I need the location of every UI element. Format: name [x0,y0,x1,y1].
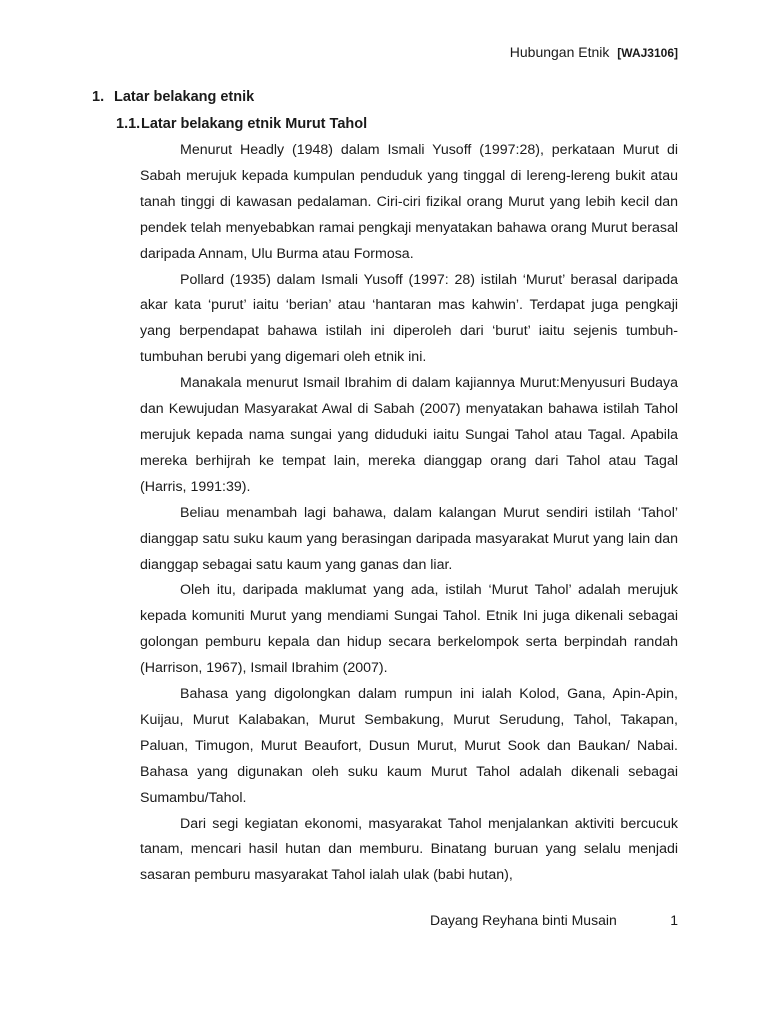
page-number: 1 [670,912,678,928]
body-text [140,138,678,889]
paragraph: Oleh itu, daripada maklumat yang ada, istilah ‘Murut Tahol’ adalah merujuk kepada komuniti Murut yang mendiami Sungai Tahol. Etnik Ini juga dikenali sebagai golongan pemburu kepala dan hidup secara berkelompok serta berpindah randah (Harrison, 1967), Ismail Ibrahim (2007). [140,582,678,677]
section-number: 1. [92,89,105,105]
paragraph: Menurut Headly (1948) dalam Ismali Yusoff (1997:28), perkataan Murut di Sabah merujuk kepada kumpulan penduduk yang tinggal di lereng-lereng bukit atau tanah tinggi di kawasan pedalaman. Ciri-ciri fizikal orang Murut yang lebih kecil dan pendek telah menyebabkan ramai pengkaji menyatakan bahawa orang Murut berasal daripada Annam, Ulu Burma atau Formosa. [140,142,678,262]
page-header [510,44,678,60]
section-title: Latar belakang etnik [114,89,255,105]
course-code: [WAJ3106] [617,46,678,60]
subsection-title: Latar belakang etnik Murut Tahol [141,116,368,132]
paragraph: Pollard (1935) dalam Ismali Yusoff (1997: 28) istilah ‘Murut’ berasal daripada akar kata ‘purut’ iaitu ‘berian’ atau ‘hantaran mas kahwin’. Terdapat juga pengkaji yang berpendapat bahawa istilah ini diperoleh dari ‘burut’ iaitu sejenis tumbuh-tumbuhan berubi yang digemari oleh etnik ini. [140,271,678,366]
paragraph: Beliau menambah lagi bahawa, dalam kalangan Murut sendiri istilah ‘Tahol’ dianggap satu suku kaum yang berasingan daripada masyarakat Murut yang lain dan dianggap sebagai satu kaum yang ganas dan liar. [140,504,678,573]
paragraph: Bahasa yang digolongkan dalam rumpun ini ialah Kolod, Gana, Apin-Apin, Kuijau, Murut Kalabakan, Murut Sembakung, Murut Serudung, Tahol, Takapan, Paluan, Timugon, Murut Beaufort, Dusun Murut, Murut Sook dan Baukan/ Nabai. Bahasa yang digunakan oleh suku kaum Murut Tahol adalah dikenali sebagai Sumambu/Tahol. [140,686,678,806]
page-footer [430,912,678,928]
paragraph: Manakala menurut Ismail Ibrahim di dalam kajiannya Murut:Menyusuri Budaya dan Kewujudan Masyarakat Awal di Sabah (2007) menyatakan bahawa istilah Tahol merujuk kepada nama sungai yang diduduki iaitu Sungai Tahol atau Tagal. Apabila mereka berhijrah ke tempat lain, mereka dianggap orang dari Tahol atau Tagal (Harris, 1991:39). [140,375,678,495]
subsection-number: 1.1. [116,116,141,132]
footer-author: Dayang Reyhana binti Musain [430,912,617,928]
course-title: Hubungan Etnik [509,44,610,60]
subsection-heading [116,116,367,132]
paragraph: Dari segi kegiatan ekonomi, masyarakat Tahol menjalankan aktiviti bercucuk tanam, mencari hasil hutan dan memburu. Binatang buruan yang selalu menjadi sasaran pemburu masyarakat Tahol ialah ulak (babi hutan), [140,815,678,884]
section-heading [92,89,254,105]
